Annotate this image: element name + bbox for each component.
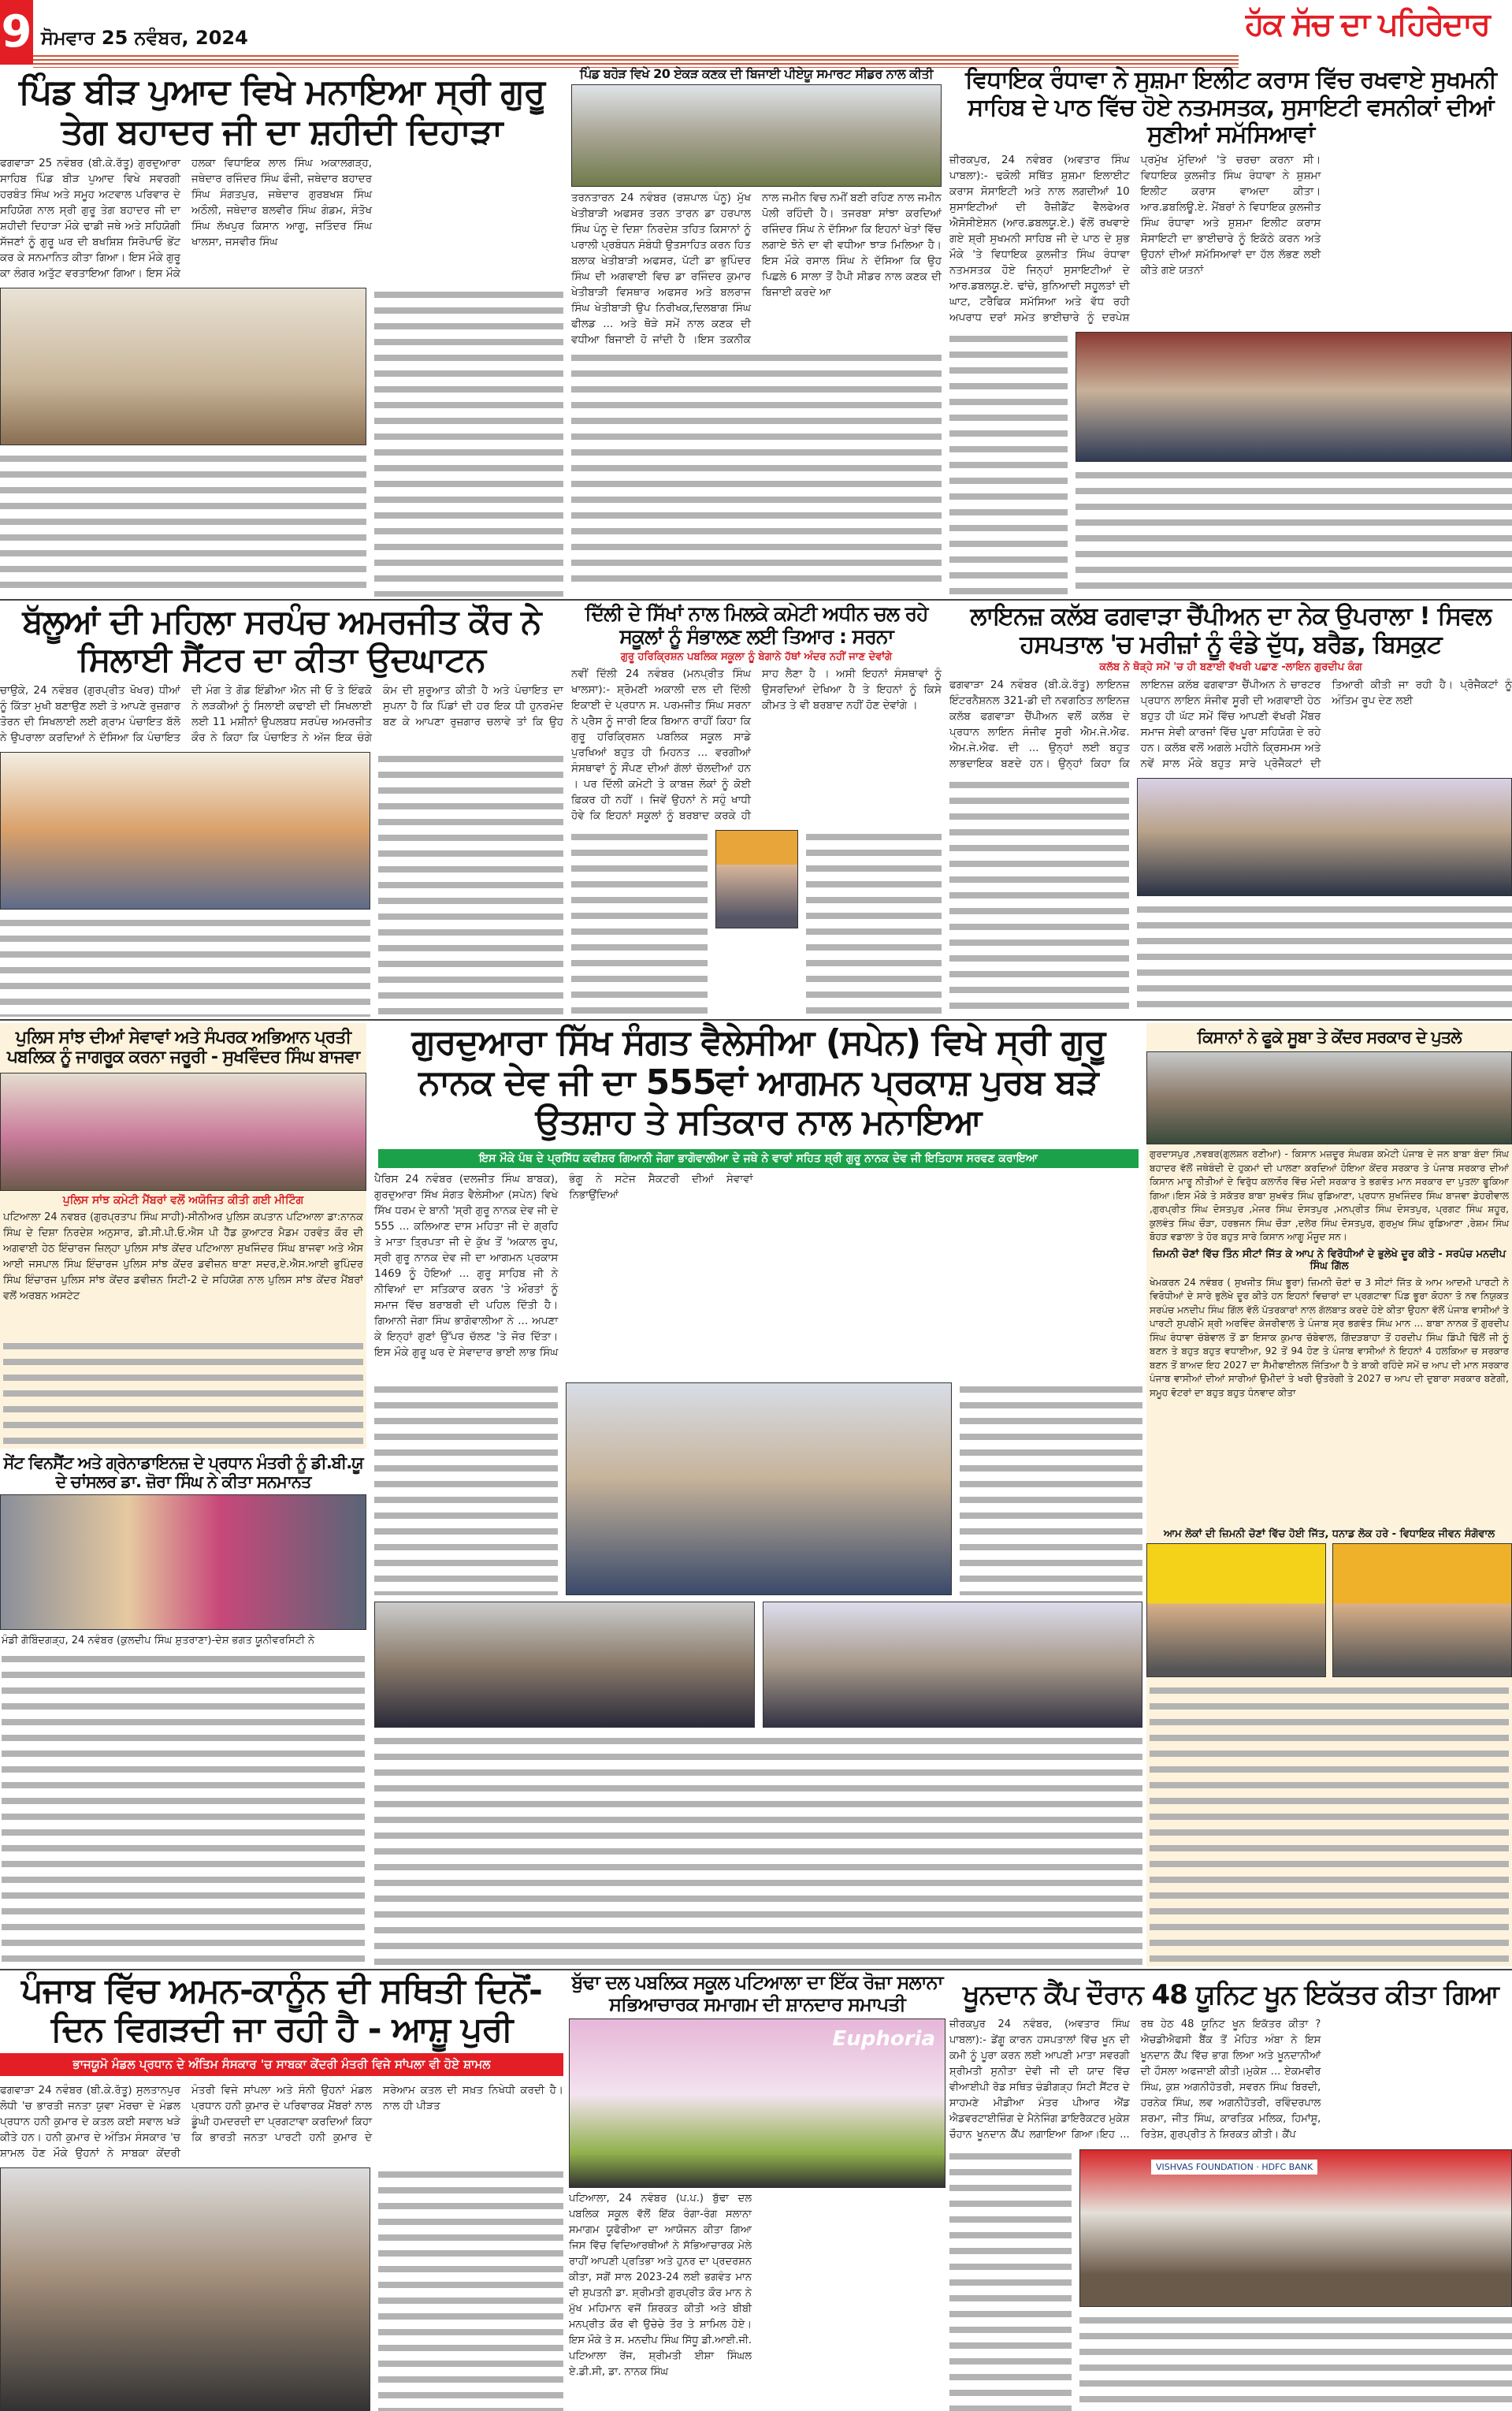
article-bahor — [571, 67, 942, 587]
photo-banner-text: VISHVAS FOUNDATION · HDFC BANK — [1151, 2160, 1317, 2175]
photo-column — [1079, 2149, 1512, 2411]
photo-kavishar-jatha — [566, 1382, 952, 1595]
text-column — [949, 778, 1129, 1017]
photo-society-members — [1075, 332, 1512, 462]
headline: ਗੁਰਦੁਆਰਾ ਸਿੱਖ ਸੰਗਤ ਵੈਲੇਸੀਆ (ਸਪੇਨ) ਵਿਖੇ ਸ੍ਰੀ ਗੁਰੂ ਨਾਨਕ ਦੇਵ ਜੀ ਦਾ 555ਵਾਂ ਆਗਮਨ ਪ੍ਰਕਾਸ਼ ਪੁਰਬ ਬੜੇ ਉਤਸ਼ਾਹ ਤੇ ਸਤਿਕਾਰ ਨਾਲ ਮਨਾਇਆ — [411, 1022, 1105, 1143]
divider — [0, 599, 1512, 601]
article-body: ਜ਼ੀਰਕਪੁਰ 24 ਨਵੰਬਰ, (ਅਵਤਾਰ ਸਿੰਘ ਪਾਬਲਾ):- ਡੇਂਗੂ ਕਾਰਨ ਹਸਪਤਾਲਾਂ ਵਿੱਚ ਖੂਨ ਦੀ ਕਮੀ ਨੂੰ ਪੂਰਾ ਕਰਨ ਲਈ ਆਪਣੀ ਮਾਤਾ ਸਵਰਗੀ ਸ਼੍ਰੀਮਤੀ ਸੁਨੀਤਾ ਦੇਵੀ ਜੀ ਦੀ ਯਾਦ ਵਿੱਚ ਵੀਆਈਪੀ ਰੋਡ ਸਥਿਤ ਚੰਡੀਗੜ੍ਹ ਸਿਟੀ ਸੈਂਟਰ ਦੇ ਸਾਹਮਣੇ ਮੀਡੀਆ ਮੰਤਰ ਪੀਆਰ ਐਂਡ ਐਡਵਰਟਾਈਜ਼ਿੰਗ ਦੇ ਮੈਨੇਜਿੰਗ ਡਾਇਰੈਕਟਰ ਮੁਕੇਸ਼ ਚੌਹਾਨ ਖੂਨਦਾਨ ਕੈਂਪ ਲਗਾਇਆ ਗਿਆ।ਇਹ ... ਰਥ ਹੇਠ 48 ਯੂਨਿਟ ਖੂਨ ਇਕੱਤਰ ਕੀਤਾ ? ਐਚਡੀਐਫਸੀ ਬੈਂਕ ਤੋਂ ਮੋਹਿਤ ਅੰਬਾ ਨੇ ਇਸ ਖੂਨਦਾਨ ਕੈਂਪ ਵਿੱਚ ਭਾਗ ਲਿਆ ਅਤੇ ਖੂਨਦਾਨੀਆਂ ਦੀ ਹੌਸਲਾ ਅਫਜਾਈ ਕੀਤੀ।ਮੁਕੇਸ਼ ... ਏਕਮਵੀਰ ਸਿੰਘ, ਕੁਸ਼ ਅਗਨੀਹੋਤਰੀ, ਸਵਰਨ ਸਿੰਘ ਬਿਰਦੀ, ਹਰਨੇਕ ਸਿੰਘ, ਲਵ ਅਗਨੀਹੋਤਰੀ, ਰਵਿੰਦਰਪਾਲ ਸ਼ਰਮਾ, ਜੀਤ ਸਿੰਘ, ਕਾਰਤਿਕ ਮਲਿਕ, ਹਿਮਾਂਸ਼ੂ, ਰਿਤੇਸ਼, ਗੁਰਪ੍ਰੀਤ ਨੇ ਸ਼ਿਰਕਤ ਕੀਤੀ। ਕੈਂਪ — [949, 2018, 1321, 2141]
article-bir-puad — [0, 73, 563, 597]
text-column — [1075, 468, 1512, 597]
article-body: ਨਵੀਂ ਦਿੱਲੀ 24 ਨਵੰਬਰ (ਮਨਪ੍ਰੀਤ ਸਿੰਘ ਖਾਲਸਾ):- ਸ਼੍ਰੋਮਣੀ ਅਕਾਲੀ ਦਲ ਦੀ ਦਿੱਲੀ ਇਕਾਈ ਦੇ ਪ੍ਰਧਾਨ ਸ. ਪਰਮਜੀਤ ਸਿੰਘ ਸਰਨਾ ਨੇ ਪ੍ਰੈਸ ਨੂੰ ਜਾਰੀ ਇਕ ਬਿਆਨ ਰਾਹੀਂ ਕਿਹਾ ਕਿ ਗੁਰੂ ਹਰਿਕ੍ਰਿਸ਼ਨ ਪਬਲਿਕ ਸਕੂਲ ਸਾਡੇ ਪੁਰਖਿਆਂ ਬਹੁਤ ਹੀ ਮਿਹਨਤ ... ਵਰਗੀਆਂ ਸੰਸਥਾਵਾਂ ਨੂੰ ਸੌਂਪਣ ਦੀਆਂ ਗੱਲਾਂ ਚੱਲਦੀਆਂ ਹਨ । ਪਰ ਦਿੱਲੀ ਕਮੇਟੀ ਤੇ ਕਾਬਜ਼ ਲੋਕਾਂ ਨੂੰ ਕੋਈ ਫ਼ਿਕਰ ਹੀ ਨਹੀਂ । ਜਿਵੇਂ ਉਹਨਾਂ ਨੇ ਸਹੁੰ ਖਾਧੀ ਹੋਵੇ ਕਿ ਇਹਨਾਂ ਸਕੂਲਾਂ ਨੂੰ ਬਰਬਾਦ ਕਰਕੇ ਹੀ ਸਾਹ ਲੈਣਾ ਹੈ । ਅਸੀ ਇਹਨਾਂ ਸੰਸਥਾਵਾਂ ਨੂੰ ਉਸਰਦਿਆਂ ਦੇਖਿਆ ਹੈ ਤੇ ਇਹਨਾਂ ਨੂੰ ਕਿਸੇ ਕੀਮਤ ਤੇ ਵੀ ਬਰਬਾਦ ਨਹੀਂ ਹੋਣ ਦੇਵਾਂਗੇ । — [571, 668, 942, 823]
article-body-gill: ਖੇਮਕਰਨ 24 ਨਵੰਬਰ ( ਸੁਖਜੀਤ ਸਿੰਘ ਭੂਰਾ) ਜ਼ਿਮਨੀ ਚੋਣਾਂ ਚ 3 ਸੀਟਾਂ ਜਿੱਤ ਕੇ ਆਮ ਆਦਮੀ ਪਾਰਟੀ ਨੇ ਵਿਰੋਧੀਆਂ ਦੇ ਸਾਰੇ ਭੁਲੇਖੇ ਦੂਰ ਕੀਤੇ ਹਨ ਇਹਨਾਂ ਵਿਚਾਰਾਂ ਦਾ ਪ੍ਰਗਟਾਵਾ ਪਿੰਡ ਭੂਰਾ ਕੋਹਨਾ ਤੋ ਨਵ ਨਿਯੁਕਤ ਸਰਪੰਚ ਮਨਦੀਪ ਸਿੰਘ ਗਿੱਲ ਵੱਲੋ ਪੱਤਰਕਾਰਾਂ ਨਾਲ ਗੱਲਬਾਤ ਕਰਦੇ ਹੋਏ ਕੀਤਾ ਉਹਨਾ ਵੱਲੋਂ ਪੰਜਾਬ ਵਾਸੀਆਂ ਤੇ ਪਾਰਟੀ ਸੁਪਰੀਮੋ ਸ਼੍ਰੀ ਅਰਵਿੰਦ ਕੇਜਰੀਵਾਲ ਤੇ ਪੰਜਾਬ ਸ੍ਰ ਭਗਵੰਤ ਸਿੰਘ ਮਾਨ ... ਬਾਬਾ ਨਾਨਕ ਤੋਂ ਗੁਰਦੀਪ ਸਿੰਘ ਰੰਧਾਵਾ ਚੱਬੇਵਾਲ ਤੋਂ ਡਾ ਇਸਾਕ ਕੁਮਾਰ ਚੱਬੇਵਾਲ, ਗਿੱਦੜਬਾਹਾ ਤੋਂ ਹਰਦੀਪ ਸਿੰਘ ਡਿੰਪੀ ਢਿੱਲੋਂ ਜੀ ਨੂੰ ਬਣਨ ਤੇ ਬਹੁਤ ਬਹੁਤ ਵਧਾਈਆ, 92 ਤੋਂ 94 ਹੋਣ ਤੇ ਪੰਜਾਬ ਵਾਸੀਆਂ ਨੇ ਇਹਨਾਂ 4 ਹਲਕਿਆ ਚ ਸਰਕਾਰ ਬਣਨ ਤੋਂ ਬਾਅਦ ਇਹ 2027 ਦਾ ਸੈਮੀਫਾਈਨਲ ਜਿੱਤਿਆ ਹੈ ਤੇ ਬਾਕੀ ਰਹਿੰਦੇ ਸਮੇਂ ਚ ਆਪ ਦੀ ਮਾਨ ਸਰਕਾਰ ਪੰਜਾਬ ਵਾਸੀਆਂ ਦੀਆਂ ਸਾਰੀਆਂ ਉਮੀਦਾਂ ਤੇ ਖਰੀ ਉਤਰੇਗੀ ਤੇ 2027 ਚ ਆਪ ਦੀ ਦੁਬਾਰਾ ਸਰਕਾਰ ਬਣੇਗੀ, ਸਮੂਹ ਵੋਟਰਾਂ ਦਾ ਬਹੁਤ ਬਹੁਤ ਧੰਨਵਾਦ ਕੀਤਾ — [1150, 1276, 1509, 1398]
article-body: ਫਗਵਾੜਾ 25 ਨਵੰਬਰ (ਬੀ.ਕੇ.ਰੱਤੂ) ਗੁਰਦੁਆਰਾ ਸਾਹਿਬ ਪਿੰਡ ਬੀੜ ਪੁਆਦ ਵਿਖੇ ਸਵਰਗੀ ਹਰਬੰਤ ਸਿੰਘ ਅਤੇ ਸਮੂਹ ਅਟਵਾਲ ਪਰਿਵਾਰ ਦੇ ਸਹਿਯੋਗ ਨਾਲ ਸ੍ਰੀ ਗੁਰੂ ਤੇਗ ਬਹਾਦਰ ਜੀ ਦਾ ਸ਼ਹੀਦੀ ਦਿਹਾੜਾ ਮੌਕੇ ਢਾਡੀ ਜਥੇ ਅਤੇ ਸਹਿਯੋਗੀ ਸੱਜਣਾਂ ਨੂੰ ਗੁਰੂ ਘਰ ਦੀ ਬਖਸ਼ਿਸ਼ ਸਿਰੋਪਾਓ ਭੇਂਟ ਕਰ ਕੇ ਸਨਮਾਨਿਤ ਕੀਤਾ ਗਿਆ। ਇਸ ਮੌਕੇ ਗੁਰੂ ਕਾ ਲੰਗਰ ਅਤੁੱਟ ਵਰਤਾਇਆ ਗਿਆ। ਇਸ ਮੌਕੇ ਹਲਕਾ ਵਿਧਾਇਕ ਲਾਲ ਸਿੰਘ ਅਕਾਲਗੜ੍ਹ, ਜਥੇਦਾਰ ਰਜਿੰਦਰ ਸਿੰਘ ਫੌਜੀ, ਜਥੇਦਾਰ ਬਹਾਦਰ ਸਿੰਘ ਸੰਗਤਪੁਰ, ਜਥੇਦਾਰ ਗੁਰਬਖਸ਼ ਸਿੰਘ ਅਠੌਲੀ, ਜਥੇਦਾਰ ਬਲਵੀਰ ਸਿੰਘ ਗੰਡਮ, ਸੰਤੋਖ ਸਿੰਘ ਲੱਖਪੁਰ ਕਿਸਾਨ ਆਗੂ, ਜਤਿੰਦਰ ਸਿੰਘ ਖਾਲਸਾ, ਜਸਵੀਰ ਸਿੰਘ — [0, 157, 372, 281]
article-body: ਗੁਰਦਾਸਪੁਰ ,ਨਵਬਰ(ਗੁਲਸ਼ਨ ਰਣੀਆ) - ਕਿਸਾਨ ਮਜ਼ਦੂਰ ਸੰਘਰਸ਼ ਕਮੇਟੀ ਪੰਜਾਬ ਦੇ ਜਨ ਬਾਬਾ ਬੰਦਾ ਸਿੰਘ ਬਹਾਦਰ ਵੱਲੋਂ ਜਥੇਬੰਦੀ ਦੇ ਹੁਕਮਾਂ ਦੀ ਪਾਲਣਾ ਕਰਦਿਆਂ ਹੋਇਆ ਕੇਂਦਰ ਸਰਕਾਰ ਤੇ ਪੰਜਾਬ ਸਰਕਾਰ ਦੀਆਂ ਕਿਸਾਨ ਮਾਰੂ ਨੀਤੀਆਂ ਦੇ ਵਿਰੁੱਧ ਕਲਾਨੌਰ ਵਿੱਚ ਮੋਦੀ ਸਰਕਾਰ ਤੇ ਭਗਵੰਤ ਮਾਨ ਸਰਕਾਰ ਦਾ ਪੁਤਲਾ ਫੂਕਿਆ ਗਿਆ।ਇਸ ਮੌਕੇ ਤੇ ਸਕੱਤਰ ਬਾਬਾ ਸੁਖਵੰਤ ਸਿੰਘ ਰੁਡਿਆਣਾ, ਪ੍ਰਧਾਨ ਸੁਖਜਿੰਦਰ ਸਿੰਘ ਬਾਜਵਾ ਡੇਹਰੀਵਾਲ ,ਗੁਰਪ੍ਰੀਤ ਸਿੰਘ ਦੋਸਤਪੁਰ ,ਮੇਜਰ ਸਿੰਘ ਦੋਸਤਪੁਰ ,ਮਨਪ੍ਰੀਤ ਸਿੰਘ ਦੋਸਤਪੁਰ, ਪ੍ਰਗਟ ਸਿੰਘ ਸ਼ਹੂਰ, ਕੁਲਵੰਤ ਸਿੰਘ ਚੌੜਾ, ਹਰਭਜਨ ਸਿੰਘ ਚੌੜਾ ,ਦਲੇਰ ਸਿੰਘ ਦੋਸਤਪੁਰ, ਗੁਰਮੁਖ ਸਿੰਘ ਰੁਡਿਆਣਾ ,ਰੇਸ਼ਮ ਸਿੰਘ ਬੋਹੜ ਵਡਾਲਾ ਤੇ ਹੋਰ ਬਹੁਤ ਸਾਰੇ ਕਿਸਾਨ ਆਗੂ ਮੌਜੂਦ ਸਨ। — [1150, 1148, 1509, 1243]
headline: ਬੱਲੂਆਂ ਦੀ ਮਹਿਲਾ ਸਰਪੰਚ ਅਮਰਜੀਤ ਕੌਰ ਨੇ ਸਿਲਾਈ ਸੈਂਟਰ ਦਾ ਕੀਤਾ ਉਦਘਾਟਨ — [22, 602, 541, 679]
photo-row — [949, 332, 1512, 597]
photo-funeral — [0, 2167, 370, 2411]
photo-row — [0, 752, 563, 1017]
article-blood-donation — [949, 1972, 1512, 2411]
article-body: ਜ਼ੀਰਕਪੁਰ, 24 ਨਵੰਬਰ (ਅਵਤਾਰ ਸਿੰਘ ਪਾਬਲਾ):- ਢਕੋਲੀ ਸਥਿੱਤ ਸ਼ੁਸ਼ਮਾ ਇਲਾਈਟ ਕਰਾਸ ਸੋਸਾਇਟੀ ਅਤੇ ਨਾਲ ਲਗਦੀਆਂ 10 ਸੁਸਾਇਟੀਆਂ ਦੀ ਰੈਜ਼ੀਡੈਂਟ ਵੈਲਫੇਅਰ ਐਸੋਸੀਏਸ਼ਨ (ਆਰ.ਡਬਲਯੂ.ਏ.) ਵੱਲੋਂ ਰਖਵਾਏ ਗਏ ਸ਼੍ਰੀ ਸੁਖਮਨੀ ਸਾਹਿਬ ਜੀ ਦੇ ਪਾਠ ਦੇ ਸ਼ੁਭ ਮੌਕੇ 'ਤੇ ਵਿਧਾਇਕ ਕੁਲਜੀਤ ਸਿੰਘ ਰੰਧਾਵਾ ਨਤਮਸਤਕ ਹੋਏ ਜਿਨ੍ਹਾਂ ਸੁਸਾਇਟੀਆਂ ਦੇ ਆਰ.ਡਬਲਯੂ.ਏ. ਢਾਂਚੇ, ਬੁਨਿਆਦੀ ਸਹੂਲਤਾਂ ਦੀ ਘਾਟ, ਟਰੈਫਿਕ ਸਮੱਸਿਆ ਅਤੇ ਵੱਧ ਰਹੀ ਅਪਰਾਧ ਦਰਾਂ ਸਮੇਤ ਭਾਈਚਾਰੇ ਨੂੰ ਦਰਪੇਸ਼ ਪ੍ਰਮੁੱਖ ਮੁੱਦਿਆਂ 'ਤੇ ਚਰਚਾ ਕਰਨਾ ਸੀ। ਵਿਧਾਇਕ ਕੁਲਜੀਤ ਸਿੰਘ ਰੰਧਾਵਾ ਨੇ ਸ਼ੁਸ਼ਮਾ ਇਲੀਟ ਕਰਾਸ ਵਾਅਦਾ ਕੀਤਾ। ਆਰ.ਡਬਲਿਊ.ਏ. ਮੈਂਬਰਾਂ ਨੇ ਵਿਧਾਇਕ ਕੁਲਜੀਤ ਸਿੰਘ ਰੰਧਾਵਾ ਅਤੇ ਸ਼ੁਸ਼ਮਾ ਇਲੀਟ ਕਰਾਸ ਸੋਸਾਇਟੀ ਦਾ ਭਾਈਚਾਰੇ ਨੂੰ ਇਕੱਠੇ ਕਰਨ ਅਤੇ ਉਹਨਾਂ ਦੀਆਂ ਸਮੱਸਿਆਵਾਂ ਦਾ ਹੱਲ ਲੱਭਣ ਲਈ ਕੀਤੇ ਗਏ ਯਤਨਾਂ — [949, 153, 1321, 324]
article-budha-dal-school — [569, 1972, 945, 2411]
photo-dbu-honour — [0, 1494, 366, 1630]
text-column — [1079, 2313, 1512, 2411]
text-column — [374, 1382, 558, 1595]
photo-column — [0, 288, 366, 597]
article-kisan-effigy — [1146, 1023, 1512, 1966]
headline: ਖੂਨਦਾਨ ਕੈਂਪ ਦੌਰਾਨ 48 ਯੂਨਿਟ ਖੂਨ ਇਕੱਤਰ ਕੀਤਾ ਗਿਆ — [963, 1979, 1499, 2011]
headline: ਪਿੰਡ ਬਹੋੜ ਵਿਖੇ 20 ਏਕੜ ਕਣਕ ਦੀ ਬਿਜਾਈ ਪੀਏਯੂ ਸਮਾਰਟ ਸੀਡਰ ਨਾਲ ਕੀਤੀ — [579, 66, 934, 81]
photo-row — [949, 778, 1512, 1017]
headline: ਪੁਲਿਸ ਸਾਂਝ ਦੀਆਂ ਸੇਵਾਵਾਂ ਅਤੇ ਸੰਪਰਕ ਅਭਿਆਨ ਪ੍ਰਤੀ ਪਬਲਿਕ ਨੂੰ ਜਾਗਰੂਕ ਕਰਨਾ ਜਰੂਰੀ - ਸੁਖਵਿੰਦਰ ਸਿੰਘ ਬਾਜਵਾ — [6, 1028, 360, 1068]
text-column — [378, 752, 563, 1017]
photo-blood-camp — [1079, 2149, 1512, 2307]
article-body: ਤਰਨਤਾਰਨ 24 ਨਵੰਬਰ (ਰਸ਼ਪਾਲ ਪੰਨੂ) ਮੁੱਖ ਖੇਤੀਬਾੜੀ ਅਫਸਰ ਤਰਨ ਤਾਰਨ ਡਾ ਹਰਪਾਲ ਸਿੰਘ ਪੰਨੂ ਦੇ ਦਿਸ਼ਾ ਨਿਰਦੇਸ਼ ਤਹਿਤ ਕਿਸਾਨਾਂ ਨੂੰ ਪਰਾਲੀ ਪ੍ਰਬੰਧਨ ਸੰਬੰਧੀ ਉਤਸਾਹਿਤ ਕਰਨ ਹਿਤ ਬਲਾਕ ਖੇਤੀਬਾੜੀ ਅਫਸਰ, ਪੱਟੀ ਡਾ ਭੁਪਿੰਦਰ ਸਿੰਘ ਦੀ ਅਗਵਾਈ ਵਿਚ ਡਾ ਰਜਿੰਦਰ ਕੁਮਾਰ ਖੇਤੀਬਾੜੀ ਵਿਸਥਾਰ ਅਫਸਰ ਅਤੇ ਬਲਰਾਜ ਸਿੰਘ ਖੇਤੀਬਾੜੀ ਉਪ ਨਿਰੀਖਕ,ਦਿਲਬਾਗ ਸਿੰਘ ਫੀਲਡ ... ਅਤੇ ਥੋੜੇ ਸਮੇਂ ਨਾਲ ਕਣਕ ਦੀ ਵਧੀਆ ਬਿਜਾਈ ਹੋ ਜਾਂਦੀ ਹੈ ।ਇਸ ਤਕਨੀਕ ਨਾਲ ਜਮੀਨ ਵਿਚ ਨਮੀਂ ਬਣੀ ਰਹਿਣ ਨਾਲ ਜਮੀਨ ਪੋਲੀ ਰਹਿੰਦੀ ਹੈ। ਤਜਰਬਾ ਸਾਂਝਾ ਕਰਦਿਆਂ ਰਜਿੰਦਰ ਸਿੰਘ ਨੇ ਦੱਸਿਆ ਕਿ ਇਹਨਾਂ ਖੇਤਾਂ ਵਿੱਚ ਲਗਾਏ ਝੋਨੇ ਦਾ ਵੀ ਵਧੀਆ ਝਾੜ ਮਿਲਿਆ ਹੈ। ਇਸ ਮੌਕੇ ਰਸਾਲ ਸਿੰਘ ਨੇ ਦੱਸਿਆ ਕਿ ਉਹ ਪਿਛਲੇ 6 ਸਾਲਾ ਤੋਂ ਹੈਪੀ ਸੀਡਰ ਨਾਲ ਕਣਕ ਦੀ ਬਿਜਾਈ ਕਰਦੇ ਆ — [571, 192, 942, 347]
photo-lions-club — [1137, 778, 1512, 896]
text-column — [0, 452, 366, 597]
photo-sangat — [374, 1602, 755, 1728]
photo-smart-seeder — [571, 84, 942, 187]
red-subhead: ਗੁਰੂ ਹਰਿਕ੍ਰਿਸ਼ਨ ਪਬਲਿਕ ਸਕੂਲਾ ਨੂੰ ਬੇਗਾਨੇ ਹੱਥਾਂ ਅੰਦਰ ਨਹੀਂ ਜਾਣ ਦੇਵਾਂਗੇ — [620, 650, 893, 663]
photo-mla-portrait — [1146, 1543, 1326, 1677]
red-banner: ਭਾਜਯੂਮੋ ਮੰਡਲ ਪ੍ਰਧਾਨ ਦੇ ਅੰਤਿਮ ਸੰਸਕਾਰ 'ਚ ਸਾਬਕਾ ਕੇਂਦਰੀ ਮੰਤਰੀ ਵਿਜੇ ਸਾਂਪਲਾ ਵੀ ਹੋਏ ਸ਼ਾਮਲ — [0, 2053, 563, 2076]
divider — [0, 1019, 1512, 1021]
text-column — [949, 2149, 1072, 2411]
text-column — [960, 1382, 1143, 1595]
headline-gill: ਜ਼ਿਮਨੀ ਚੋਣਾਂ ਵਿੱਚ ਤਿੰਨ ਸੀਟਾਂ ਜਿੱਤ ਕੇ ਆਪ ਨੇ ਵਿਰੋਧੀਆਂ ਦੇ ਭੁਲੇਖੇ ਦੂਰ ਕੀਤੇ - ਸਰਪੰਚ ਮਨਦੀਪ ਸਿੰਘ ਗਿੱਲ — [1152, 1248, 1506, 1272]
article-lions-club — [949, 603, 1512, 1017]
headline-sangowal: ਆਮ ਲੋਕਾਂ ਦੀ ਜ਼ਿਮਨੀ ਚੋਣਾਂ ਵਿੱਚ ਹੋਈ ਜਿੱਤ, ਧਨਾਡ ਲੋਕ ਹਰੇ - ਵਿਧਾਇਕ ਜੀਵਨ ਸੰਗੋਵਾਲ — [1163, 1527, 1495, 1540]
photo-column — [1137, 778, 1512, 1017]
photo-gurdwara-event — [0, 288, 366, 445]
photo-euphoria-event — [569, 2018, 945, 2188]
article-randhawa — [949, 67, 1512, 597]
article-balluan — [0, 603, 563, 1017]
photo-column — [0, 752, 370, 1017]
photo-row — [949, 2149, 1512, 2411]
photo-stage — [763, 1602, 1143, 1728]
photo-banner-text: Euphoria — [832, 2027, 935, 2052]
photo-row — [0, 288, 563, 597]
headline: ਪੰਜਾਬ ਵਿੱਚ ਅਮਨ-ਕਾਨੂੰਨ ਦੀ ਸਥਿਤੀ ਦਿਨੋਂ-ਦਿਨ ਵਿਗੜਦੀ ਜਾ ਰਹੀ ਹੈ - ਆਸ਼ੂ ਪੁਰੀ — [21, 1971, 542, 2050]
text-column — [374, 288, 563, 597]
green-banner: ਇਸ ਮੌਕੇ ਪੰਥ ਦੇ ਪ੍ਰਸਿੱਧ ਕਵੀਸ਼ਰ ਗਿਆਨੀ ਜੋਗਾ ਭਾਗੋਵਾਲੀਆ ਦੇ ਜਥੇ ਨੇ ਵਾਰਾਂ ਸਹਿਤ ਸ਼੍ਰੀ ਗੁਰੂ ਨਾਨਕ ਦੇਵ ਜੀ ਇਤਿਹਾਸ ਸਰਵਣ ਕਰਾਇਆ — [378, 1149, 1139, 1168]
article-spain-gurdwara — [374, 1023, 1142, 1966]
headline: ਵਿਧਾਇਕ ਰੰਧਾਵਾ ਨੇ ਸੁਸ਼ਮਾ ਇਲੀਟ ਕਰਾਸ ਵਿੱਚ ਰਖਵਾਏ ਸੁਖਮਨੀ ਸਾਹਿਬ ਦੇ ਪਾਠ ਵਿੱਚ ਹੋਏ ਨਤਮਸਤਕ, ਸੁਸਾਇਟੀ ਵਸਨੀਕਾਂ ਦੀਆਂ ਸੁਣੀਆਂ ਸਮੱਸਿਆਵਾਂ — [965, 66, 1496, 148]
photo-row — [374, 1602, 1142, 1728]
text-column — [1137, 902, 1512, 1017]
text-column — [571, 351, 942, 587]
issue-date: ਸੋਮਵਾਰ 25 ਨਵੰਬਰ, 2024 — [41, 27, 248, 49]
article-body: ਮੰਡੀ ਗੋਬਿੰਦਗੜ੍ਹ, 24 ਨਵੰਬਰ (ਕੁਲਦੀਪ ਸਿੰਘ ਸ਼ੁਤਰਾਣਾ)-ਦੇਸ਼ ਭਗਤ ਯੂਨੀਵਰਸਿਟੀ ਨੇ — [2, 1635, 315, 1647]
text-column — [378, 2167, 563, 2411]
page-number: 9 — [0, 0, 33, 65]
divider — [0, 1969, 1512, 1970]
text-column — [571, 830, 708, 1017]
text-column — [0, 916, 370, 1017]
photo-mla-portrait-2 — [1332, 1543, 1512, 1677]
headline: ਬੁੱਢਾ ਦਲ ਪਬਲਿਕ ਸਕੂਲ ਪਟਿਆਲਾ ਦਾ ਇੱਕ ਰੋਜ਼ਾ ਸਲਾਨਾ ਸਭਿਆਚਾਰਕ ਸਮਾਗਮ ਦੀ ਸ਼ਾਨਦਾਰ ਸਮਾਪਤੀ — [571, 1971, 943, 2015]
headline: ਪਿੰਡ ਬੀੜ ਪੁਆਦ ਵਿਖੇ ਮਨਾਇਆ ਸ੍ਰੀ ਗੁਰੂ ਤੇਗ ਬਹਾਦਰ ਜੀ ਦਾ ਸ਼ਹੀਦੀ ਦਿਹਾੜਾ — [18, 72, 545, 152]
headline: ਕਿਸਾਨਾਂ ਨੇ ਫੂਕੇ ਸੂਬਾ ਤੇ ਕੇਂਦਰ ਸਰਕਾਰ ਦੇ ਪੁਤਲੇ — [1197, 1028, 1462, 1047]
photo-sarna-portrait — [715, 830, 798, 928]
photo-column — [1075, 332, 1512, 597]
article-body: ਪੈਰਿਸ 24 ਨਵੰਬਰ (ਦਲਜੀਤ ਸਿੰਘ ਬਾਬਕ), ਗੁਰਦੁਆਰਾ ਸਿੱਖ ਸੰਗਤ ਵੈਲੇਸੀਆ (ਸਪੇਨ) ਵਿਖੇ ਸਿੱਖ ਧਰਮ ਦੇ ਬਾਨੀ 'ਸ੍ਰੀ ਗੁਰੂ ਨਾਨਕ ਦੇਵ ਜੀ ਦੇ 555 ... ਕਲਿਆਣ ਦਾਸ ਮਹਿਤਾ ਜੀ ਦੇ ਗ੍ਰਹਿ ਤੇ ਮਾਤਾ ਤ੍ਰਿਪਤਾ ਜੀ ਦੇ ਕੁੱਖ ਤੋਂ 'ਅਕਾਲ ਰੂਪ, ਸ੍ਰੀ ਗੁਰੂ ਨਾਨਕ ਦੇਵ ਜੀ ਦਾ ਆਗਮਨ ਪ੍ਰਕਾਸ 1469 ਨੂੰ ਹੋਇਆਂ ... ਗੁਰੂ ਸਾਹਿਬ ਜੀ ਨੇ ਨੀਵਿਆਂ ਦਾ ਸਤਿਕਾਰ ਕਰਨ 'ਤੇ ਔਰਤਾਂ ਨੂੰ ਸਮਾਜ ਵਿੱਚ ਬਰਾਬਰੀ ਦੀ ਪਹਿਲ ਦਿੱਤੀ ਹੈ। ਗਿਆਨੀ ਜੋਗਾ ਸਿੰਘ ਭਾਗੋਵਾਲੀਆ ਨੇ ... ਅਪਣਾ ਕੇ ਇਨ੍ਹਾਂ ਗੁਣਾਂ ਉੱਪਰ ਚੱਲਣ 'ਤੇ ਜੋਰ ਦਿੱਤਾ। ਇਸ ਮੌਕੇ ਗੁਰੂ ਘਰ ਦੇ ਸੇਵਾਦਾਰ ਭਾਈ ਲਾਭ ਸਿੰਘ ਭੰਗੂ ਨੇ ਸਟੇਜ ਸੈਕਟਰੀ ਦੀਆਂ ਸੇਵਾਵਾਂ ਨਿਭਾਉਂਦਿਆਂ — [374, 1172, 753, 1359]
article-police-sanjh — [0, 1023, 366, 1449]
article-body: ਫਗਵਾੜਾ 24 ਨਵੰਬਰ (ਬੀ.ਕੇ.ਰੱਤੂ) ਲਾਇਨਜ਼ ਇੰਟਰਨੈਸ਼ਨਲ 321-ਡੀ ਦੀ ਨਵਗਠਿਤ ਲਾਇਨਜ਼ ਕਲੱਬ ਫਗਵਾੜਾ ਚੈਂਪੀਅਨ ਵਲੋਂ ਕਲੱਬ ਦੇ ਪ੍ਰਧਾਨ ਲਾਇਨ ਸੰਜੀਵ ਸੂਰੀ ਐਮ.ਜੇ.ਐਫ. ਐਮ.ਜੇ.ਐਫ. ਦੀ ... ਉਨ੍ਹਾਂ ਲਈ ਬਹੁਤ ਲਾਭਦਾਇਕ ਬਣਦੇ ਹਨ। ਉਨ੍ਹਾਂ ਕਿਹਾ ਕਿ ਲਾਇਨਜ਼ ਕਲੱਬ ਫਗਵਾੜਾ ਚੈਂਪੀਅਨ ਨੇ ਚਾਰਟਰ ਪ੍ਰਧਾਨ ਲਾਇਨ ਸੰਜੀਵ ਸੂਰੀ ਦੀ ਅਗਵਾਈ ਹੇਠ ਬਹੁਤ ਹੀ ਘੱਟ ਸਮੇਂ ਵਿੱਚ ਆਪਣੀ ਵੱਖਰੀ ਮੈਂਬਰ ਸਮਾਜ ਸੇਵੀ ਕਾਰਜਾਂ ਵਿੱਚ ਪੂਰਾ ਸਹਿਯੋਗ ਦੇ ਰਹੇ ਹਨ। ਕਲੱਬ ਵਲੋਂ ਅਗਲੇ ਮਹੀਨੇ ਕ੍ਰਿਸਮਸ ਅਤੇ ਨਵੇਂ ਸਾਲ ਮੌਕੇ ਬਹੁਤ ਸਾਰੇ ਪ੍ਰੋਜੈਕਟਾਂ ਦੀ ਤਿਆਰੀ ਕੀਤੀ ਜਾ ਰਹੀ ਹੈ। ਪ੍ਰੋਜੈਕਟਾਂ ਨੂੰ ਅੰਤਿਮ ਰੂਪ ਦੇਣ ਲਈ — [949, 679, 1512, 771]
article-ashu-puri — [0, 1972, 563, 2411]
article-body: ਪਟਿਆਲਾ, 24 ਨਵੰਬਰ (ਪ.ਪ.) ਬੁੱਢਾ ਦਲ ਪਬਲਿਕ ਸਕੂਲ ਵੱਲੋਂ ਇੱਕ ਰੰਗਾ-ਰੰਗ ਸਲਾਨਾ ਸਮਾਗਮ ਯੂਫੋਰੀਆ ਦਾ ਆਯੋਜਨ ਕੀਤਾ ਗਿਆ ਜਿਸ ਵਿੱਚ ਵਿਦਿਆਰਥੀਆਂ ਨੇ ਸੱਭਿਆਚਾਰਕ ਮੇਲੇ ਰਾਹੀਂ ਆਪਣੀ ਪ੍ਰਤਿਭਾ ਅਤੇ ਹੁਨਰ ਦਾ ਪ੍ਰਦਰਸ਼ਨ ਕੀਤਾ, ਸਗੋਂ ਸਾਲ 2023-24 ਲਈ ਭਗਵੰਤ ਮਾਨ ਦੀ ਸੁਪਤਨੀ ਡਾ. ਸ਼੍ਰੀਮਤੀ ਗੁਰਪ੍ਰੀਤ ਕੌਰ ਮਾਨ ਨੇ ਮੁੱਖ ਮਹਿਮਾਨ ਵਜੋਂ ਸ਼ਿਰਕਤ ਕੀਤੀ ਅਤੇ ਬੀਬੀ ਮਨਪ੍ਰੀਤ ਕੌਰ ਵੀ ਉਚੇਚੇ ਤੌਰ ਤੇ ਸ਼ਾਮਿਲ ਹੋਏ। ਇਸ ਮੌਕੇ ਤੇ ਸ. ਮਨਦੀਪ ਸਿੰਘ ਸਿੱਧੂ ਡੀ.ਆਈ.ਜੀ. ਪਟਿਆਲਾ ਰੇਂਜ, ਸ਼੍ਰੀਮਤੀ ਈਸ਼ਾ ਸਿੰਘਲ ਏ.ਡੀ.ਸੀ, ਡਾ. ਨਾਨਕ ਸਿੰਘ — [569, 2193, 752, 2379]
headline: ਸੇਂਟ ਵਿਨਸੈਂਟ ਅਤੇ ਗ੍ਰੇਨਾਡਾਇਨਜ਼ ਦੇ ਪ੍ਰਧਾਨ ਮੰਤਰੀ ਨੂੰ ਡੀ.ਬੀ.ਯੂ ਦੇ ਚਾਂਸਲਰ ਡਾ. ਜ਼ੋਰਾ ਸਿੰਘ ਨੇ ਕੀਤਾ ਸਨਮਾਨਤ — [3, 1453, 363, 1492]
text-column — [3, 1339, 363, 1449]
text-column — [2, 1652, 365, 1966]
photo-row — [1146, 1543, 1512, 1677]
article-body: ਫਗਵਾੜਾ 24 ਨਵੰਬਰ (ਬੀ.ਕੇ.ਰੱਤੂ) ਸੁਲਤਾਨਪੁਰ ਲੋਧੀ 'ਚ ਭਾਰਤੀ ਜਨਤਾ ਯੁਵਾ ਮੋਰਚਾ ਦੇ ਮੰਡਲ ਪ੍ਰਧਾਨ ਹਨੀ ਕੁਮਾਰ ਦੇ ਕਤਲ ਕਈ ਸਵਾਲ ਖੜੇ ਕੀਤੇ ਹਨ। ਹਨੀ ਕੁਮਾਰ ਦੇ ਅੰਤਿਮ ਸੰਸਕਾਰ 'ਚ ਸ਼ਾਮਲ ਹੋਣ ਮੌਕੇ ਉਹਨਾਂ ਨੇ ਸਾਬਕਾ ਕੇਂਦਰੀ ਮੰਤਰੀ ਵਿਜੇ ਸਾਂਪਲਾ ਅਤੇ ਸੰਨੀ ਉਹਨਾਂ ਮੰਡਲ ਪ੍ਰਧਾਨ ਹਨੀ ਕੁਮਾਰ ਦੇ ਪਰਿਵਾਰਕ ਮੈਂਬਰਾਂ ਨਾਲ ਡੂੰਘੀ ਹਮਦਰਦੀ ਦਾ ਪ੍ਰਗਟਾਵਾ ਕਰਦਿਆਂ ਕਿਹਾ ਕਿ ਭਾਰਤੀ ਜਨਤਾ ਪਾਰਟੀ ਹਨੀ ਕੁਮਾਰ ਦੇ ਸਰੇਆਮ ਕਤਲ ਦੀ ਸਖ਼ਤ ਨਿਖੇਧੀ ਕਰਦੀ ਹੈ। ਨਾਲ ਹੀ ਪੀੜਤ — [0, 2084, 563, 2160]
photo-farmers-protest — [1146, 1051, 1512, 1144]
article-body: ਚਾਉਕੇ, 24 ਨਵੰਬਰ (ਗੁਰਪ੍ਰੀਤ ਖੋਖਰ) ਧੀਆਂ ਨੂੰ ਕਿੱਤਾ ਮੁਖੀ ਬਣਾਉਣ ਲਈ ਤੇ ਆਪਣੇ ਰੁਜ਼ਗਾਰ ਤੋਰਨ ਦੀ ਸਿਖਲਾਈ ਲਈ ਗ੍ਰਾਮ ਪੰਚਾਇਤ ਬੱਲੋ ਨੇ ਉਪਰਾਲਾ ਕਰਦਿਆਂ ਨੇ ਦੱਸਿਆ ਕਿ ਪੰਚਾਇਤ ਦੀ ਮੰਗ ਤੇ ਗੋਡ ਇੰਡੀਆ ਐਨ ਜੀ ਓ ਤੇ ਇੰਫਕੋ ਨੇ ਲੜਕੀਆਂ ਨੂੰ ਸਿਲਾਈ ਕਢਾਈ ਦੀ ਸਿਖਲਾਈ ਲਈ 11 ਮਸ਼ੀਨਾਂ ਉਪਲਬਧ ਸਰਪੰਚ ਅਮਰਜੀਤ ਕੌਰ ਨੇ ਕਿਹਾ ਕਿ ਪੰਚਾਇਤ ਨੇ ਅੱਜ ਇਕ ਚੰਗੇ ਕੰਮ ਦੀ ਸ਼ੁਰੂਆਤ ਕੀਤੀ ਹੈ ਅਤੇ ਪੰਚਾਇਤ ਦਾ ਸੁਪਨਾ ਹੈ ਕਿ ਪਿੰਡਾਂ ਦੀ ਹਰ ਇਕ ਧੀ ਹੁਨਰਮੰਦ ਬਣ ਕੇ ਆਪਣਾ ਰੁਜ਼ਗਾਰ ਚਲਾਵੇ ਤਾਂ ਕਿ ਉਹ — [0, 683, 563, 744]
photo-police-meeting — [0, 1073, 366, 1191]
article-body: ਪਟਿਆਲਾ 24 ਨਵਬਰ (ਗੁਰਪ੍ਰਤਾਪ ਸਿੰਘ ਸਾਹੀ)-ਸੀਨੀਅਰ ਪੁਲਿਸ ਕਪਤਾਨ ਪਟਿਆਲਾ ਡਾ:ਨਾਨਕ ਸਿੰਘ ਦੇ ਦਿਸ਼ਾ ਨਿਰਦੇਸ਼ ਅਨੁਸਾਰ, ਡੀ.ਸੀ.ਪੀ.ਓ.ਐਸ ਪੀ ਹੈੱਡ ਕੁਆਟਰ ਮੈਡਮ ਹਰਵੰਤ ਕੌਰ ਦੀ ਅਗਵਾਈ ਹੇਠ ਇੰਚਾਰਜ ਜ਼ਿਲ੍ਹਾ ਪੁਲਿਸ ਸਾਂਝ ਕੇਂਦਰ ਪਟਿਆਲਾ ਸੁਖਜਿੰਦਰ ਸਿੰਘ ਬਾਜਵਾ ਅਤੇ ਐਸ ਆਈ ਜਸਪਾਲ ਸਿੰਘ ਇੰਚਾਰਜ ਪੁਲਿਸ ਸਾਂਝ ਕੇਂਦਰ ਡਵੀਜ਼ਨ ਥਾਣਾ ਸਦਰ,ਏ.ਐਸ.ਆਈ ਭੁਪਿੰਦਰ ਸਿੰਘ ਇੰਚਾਰਜ ਪੁਲਿਸ ਸਾਂਝ ਕੇਂਦਰ ਡਵੀਜ਼ਨ ਸਿਟੀ-2 ਦੇ ਸਹਿਯੋਗ ਨਾਲ ਪੁਲਿਸ ਸਾਂਝ ਕੇਂਦਰ ਮੈਂਬਰਾਂ ਵਲੋਂ ਅਰਬਨ ਅਸਟੇਟ — [3, 1211, 363, 1302]
photo-sewing-centre — [0, 752, 370, 910]
red-subhead: ਕਲੱਬ ਨੇ ਥੋੜ੍ਹੇ ਸਮੇਂ 'ਚ ਹੀ ਬਣਾਈ ਵੱਖਰੀ ਪਛਾਣ -ਲਾਇਨ ਗੁਰਦੀਪ ਕੰਗ — [1099, 661, 1362, 674]
text-column — [374, 1734, 1142, 1966]
red-subhead: ਪੁਲਿਸ ਸਾਂਝ ਕਮੇਟੀ ਮੈਂਬਰਾਂ ਵਲੋਂ ਅਯੋਜਿਤ ਕੀਤੀ ਗਈ ਮੀਟਿੰਗ — [62, 1193, 304, 1207]
article-sarna — [571, 603, 942, 1017]
headline: ਦਿੱਲੀ ਦੇ ਸਿੱਖਾਂ ਨਾਲ ਮਿਲਕੇ ਕਮੇਟੀ ਅਧੀਨ ਚਲ ਰਹੇ ਸਕੂਲਾਂ ਨੂੰ ਸੰਭਾਲਣ ਲਈ ਤਿਆਰ : ਸਰਨਾ — [585, 602, 928, 648]
text-column — [806, 830, 942, 1017]
headline: ਲਾਇਨਜ਼ ਕਲੱਬ ਫਗਵਾੜਾ ਚੈਂਪੀਅਨ ਦਾ ਨੇਕ ਉਪਰਾਲਾ ! ਸਿਵਲ ਹਸਪਤਾਲ 'ਚ ਮਰੀਜ਼ਾਂ ਨੂੰ ਵੰਡੇ ਦੁੱਧ, ਬਰੈਡ, ਬਿਸਕੁਟ — [970, 602, 1492, 659]
photo-row — [571, 830, 942, 1017]
text-column — [1150, 1684, 1509, 1966]
photo-row — [0, 2167, 563, 2411]
text-column — [949, 332, 1068, 597]
masthead — [0, 0, 1512, 67]
photo-row — [374, 1382, 1142, 1595]
newspaper-logo: ਹੱਕ ਸੱਚ ਦਾ ਪਹਿਰੇਦਾਰ — [1245, 6, 1489, 43]
article-dbu — [0, 1450, 366, 1966]
